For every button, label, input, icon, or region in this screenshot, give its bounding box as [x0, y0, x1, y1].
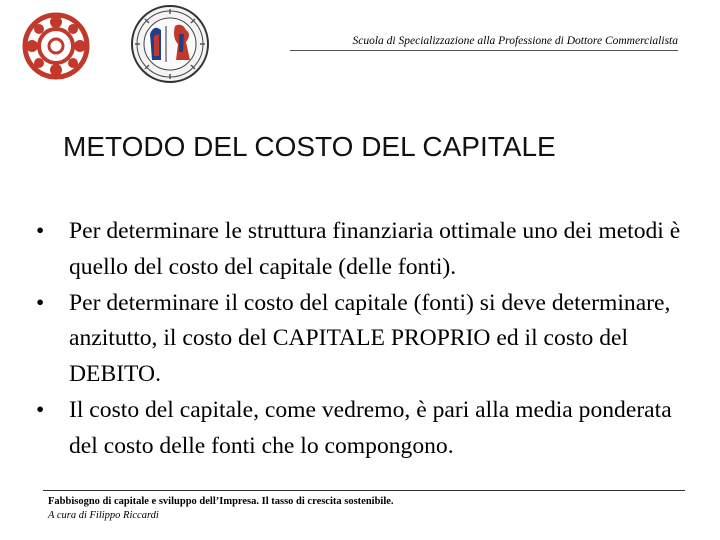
slide-title: METODO DEL COSTO DEL CAPITALE	[63, 131, 556, 162]
bullet-marker: •	[36, 396, 45, 423]
order-emblem-icon	[16, 6, 96, 86]
bullet-text: Per determinare il costo del capitale (fonti) si deve determinare, anzitutto, il costo del CAPITALE PROPRIO ed il costo del DEBITO.	[69, 289, 671, 388]
footer	[48, 495, 394, 523]
school-header: Scuola di Specializzazione alla Professione di Dottore Commercialista	[290, 35, 678, 51]
bullet-item	[36, 286, 686, 393]
bullet-item	[36, 214, 686, 286]
bullet-marker: •	[36, 289, 45, 316]
bullet-marker: •	[36, 218, 45, 244]
university-seal-icon	[130, 4, 210, 84]
bullet-item	[36, 393, 686, 465]
bullet-list	[36, 214, 686, 465]
footer-author: A cura di Filippo Riccardi	[48, 510, 159, 521]
footer-divider	[43, 490, 685, 491]
bullet-text: Il costo del capitale, come vedremo, è pari alla media ponderata del costo delle fonti che lo compongono.	[69, 396, 672, 459]
footer-course-title: Fabbisogno di capitale e sviluppo dell’Impresa. Il tasso di crescita sostenibile.	[48, 496, 394, 507]
bullet-text: Per determinare le struttura finanziaria ottimale uno dei metodi è quello del costo del capitale (delle fonti).	[69, 218, 681, 280]
